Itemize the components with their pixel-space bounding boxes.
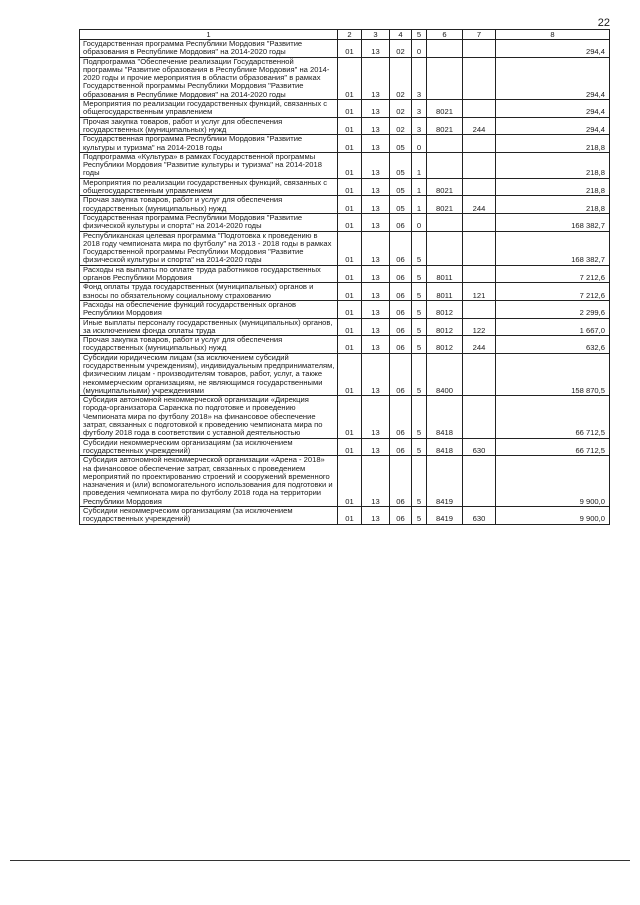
row-section-cell: 01: [338, 300, 362, 318]
table-row: [80, 213, 610, 231]
header-cell-1: 1: [80, 30, 338, 40]
row-target-code-cell: [427, 40, 463, 58]
row-section-cell: 01: [338, 135, 362, 153]
row-section-cell: 01: [338, 456, 362, 507]
row-target-code-cell: 8400: [427, 353, 463, 395]
row-amount-cell: 7 212,6: [496, 265, 610, 283]
row-section-cell: 01: [338, 40, 362, 58]
row-program-cell: 06: [390, 336, 412, 354]
row-name-cell: Расходы на обеспечение функций государственных органов Республики Мордовия: [80, 300, 338, 318]
header-cell-2: 2: [338, 30, 362, 40]
row-target-code-cell: 8011: [427, 283, 463, 301]
row-subprogram-cell: 3: [412, 57, 427, 99]
row-section-cell: 01: [338, 100, 362, 118]
row-program-cell: 05: [390, 178, 412, 196]
row-program-cell: 06: [390, 353, 412, 395]
row-target-code-cell: [427, 135, 463, 153]
row-program-cell: 06: [390, 231, 412, 265]
row-subprogram-cell: 0: [412, 135, 427, 153]
row-program-cell: 06: [390, 456, 412, 507]
row-expense-type-cell: 121: [463, 283, 496, 301]
row-program-cell: 06: [390, 300, 412, 318]
row-subprogram-cell: 5: [412, 456, 427, 507]
row-target-code-cell: 8012: [427, 318, 463, 336]
table-row: [80, 117, 610, 135]
row-expense-type-cell: [463, 40, 496, 58]
row-expense-type-cell: 630: [463, 438, 496, 456]
row-amount-cell: 2 299,6: [496, 300, 610, 318]
table-row: [80, 40, 610, 58]
row-subprogram-cell: 5: [412, 300, 427, 318]
row-subsection-cell: 13: [362, 336, 390, 354]
table-row: [80, 265, 610, 283]
row-subprogram-cell: 5: [412, 231, 427, 265]
row-subsection-cell: 13: [362, 213, 390, 231]
page-bottom-rule: [10, 860, 630, 861]
row-subprogram-cell: 5: [412, 318, 427, 336]
row-name-cell: Государственная программа Республики Мордовия "Развитие образования в Республике Мордовия" на 2014-2020 годы: [80, 40, 338, 58]
row-program-cell: 05: [390, 135, 412, 153]
row-amount-cell: 1 667,0: [496, 318, 610, 336]
row-amount-cell: 218,8: [496, 196, 610, 214]
row-amount-cell: 218,8: [496, 178, 610, 196]
row-expense-type-cell: [463, 456, 496, 507]
table-row: [80, 100, 610, 118]
table-body: [80, 40, 610, 525]
row-target-code-cell: 8418: [427, 438, 463, 456]
row-subsection-cell: 13: [362, 265, 390, 283]
page-number: 22: [597, 17, 610, 29]
row-program-cell: 06: [390, 438, 412, 456]
header-cell-6: 6: [427, 30, 463, 40]
row-subsection-cell: 13: [362, 507, 390, 525]
row-amount-cell: 218,8: [496, 135, 610, 153]
row-subprogram-cell: 1: [412, 152, 427, 178]
budget-table-container: [79, 29, 609, 525]
row-name-cell: Расходы на выплаты по оплате труда работников государственных органов Республики Мордовия: [80, 265, 338, 283]
row-name-cell: Мероприятия по реализации государственных функций, связанных с общегосударственным управлением: [80, 178, 338, 196]
row-target-code-cell: 8011: [427, 265, 463, 283]
row-target-code-cell: 8021: [427, 117, 463, 135]
row-program-cell: 06: [390, 507, 412, 525]
table-row: [80, 396, 610, 438]
row-subprogram-cell: 1: [412, 178, 427, 196]
row-amount-cell: 66 712,5: [496, 438, 610, 456]
row-name-cell: Подпрограмма "Обеспечение реализации Государственной программы "Развитие образования в Республике Мордовия" на 2014-2020 годы и прочие мероприятия в области образования" в рамках Государственной программы Республики Мордовия "Развитие образования в Республике Мордовия" на 2014-2020 годы: [80, 57, 338, 99]
row-amount-cell: 9 900,0: [496, 456, 610, 507]
row-amount-cell: 294,4: [496, 40, 610, 58]
row-expense-type-cell: [463, 135, 496, 153]
row-expense-type-cell: [463, 396, 496, 438]
row-program-cell: 06: [390, 283, 412, 301]
row-target-code-cell: 8419: [427, 456, 463, 507]
row-section-cell: 01: [338, 507, 362, 525]
row-amount-cell: 294,4: [496, 117, 610, 135]
row-subsection-cell: 13: [362, 318, 390, 336]
row-program-cell: 02: [390, 117, 412, 135]
row-target-code-cell: [427, 231, 463, 265]
header-cell-3: 3: [362, 30, 390, 40]
row-target-code-cell: 8418: [427, 396, 463, 438]
row-target-code-cell: 8021: [427, 196, 463, 214]
row-section-cell: 01: [338, 265, 362, 283]
row-amount-cell: 158 870,5: [496, 353, 610, 395]
row-section-cell: 01: [338, 353, 362, 395]
row-subsection-cell: 13: [362, 396, 390, 438]
row-target-code-cell: [427, 213, 463, 231]
row-program-cell: 05: [390, 196, 412, 214]
table-row: [80, 507, 610, 525]
row-expense-type-cell: 244: [463, 117, 496, 135]
row-section-cell: 01: [338, 396, 362, 438]
header-cell-5: 5: [412, 30, 427, 40]
row-name-cell: Подпрограмма «Культура» в рамках Государственной программы Республики Мордовия "Развитие культуры и туризма" на 2014-2018 годы: [80, 152, 338, 178]
row-expense-type-cell: [463, 152, 496, 178]
row-subprogram-cell: 5: [412, 396, 427, 438]
row-program-cell: 02: [390, 40, 412, 58]
row-name-cell: Мероприятия по реализации государственных функций, связанных с общегосударственным управлением: [80, 100, 338, 118]
row-amount-cell: 218,8: [496, 152, 610, 178]
row-name-cell: Фонд оплаты труда государственных (муниципальных) органов и взносы по обязательному социальному страхованию: [80, 283, 338, 301]
row-name-cell: Республиканская целевая программа "Подготовка к проведению в 2018 году чемпионата мира по футболу" на 2013 - 2018 годы в рамках Государственной программы Республики Мордовия "Развитие физической культуры и спорта" на 2014-2020 годы: [80, 231, 338, 265]
row-subprogram-cell: 5: [412, 507, 427, 525]
header-cell-4: 4: [390, 30, 412, 40]
row-expense-type-cell: 122: [463, 318, 496, 336]
table-row: [80, 300, 610, 318]
row-section-cell: 01: [338, 231, 362, 265]
row-amount-cell: 294,4: [496, 57, 610, 99]
row-name-cell: Субсидии некоммерческим организациям (за исключением государственных учреждений): [80, 438, 338, 456]
row-name-cell: Прочая закупка товаров, работ и услуг для обеспечения государственных (муниципальных) нужд: [80, 336, 338, 354]
row-section-cell: 01: [338, 178, 362, 196]
row-section-cell: 01: [338, 318, 362, 336]
row-target-code-cell: [427, 152, 463, 178]
row-expense-type-cell: [463, 178, 496, 196]
row-name-cell: Государственная программа Республики Мордовия "Развитие физической культуры и спорта" на 2014-2020 годы: [80, 213, 338, 231]
table-row: [80, 152, 610, 178]
row-subprogram-cell: 5: [412, 438, 427, 456]
header-cell-8: 8: [496, 30, 610, 40]
row-subsection-cell: 13: [362, 57, 390, 99]
row-expense-type-cell: [463, 300, 496, 318]
row-subprogram-cell: 5: [412, 353, 427, 395]
row-subsection-cell: 13: [362, 196, 390, 214]
table-row: [80, 178, 610, 196]
row-target-code-cell: [427, 57, 463, 99]
row-section-cell: 01: [338, 117, 362, 135]
table-row: [80, 283, 610, 301]
row-program-cell: 02: [390, 100, 412, 118]
row-subsection-cell: 13: [362, 135, 390, 153]
table-row: [80, 353, 610, 395]
row-expense-type-cell: 630: [463, 507, 496, 525]
row-expense-type-cell: 244: [463, 336, 496, 354]
row-program-cell: 06: [390, 213, 412, 231]
row-subprogram-cell: 0: [412, 213, 427, 231]
row-amount-cell: 66 712,5: [496, 396, 610, 438]
row-expense-type-cell: [463, 265, 496, 283]
row-section-cell: 01: [338, 213, 362, 231]
row-subsection-cell: 13: [362, 300, 390, 318]
row-section-cell: 01: [338, 336, 362, 354]
row-program-cell: 06: [390, 396, 412, 438]
row-section-cell: 01: [338, 57, 362, 99]
row-name-cell: Субсидии некоммерческим организациям (за исключением государственных учреждений): [80, 507, 338, 525]
row-subprogram-cell: 3: [412, 100, 427, 118]
row-expense-type-cell: [463, 231, 496, 265]
table-row: [80, 456, 610, 507]
row-subsection-cell: 13: [362, 100, 390, 118]
header-cell-7: 7: [463, 30, 496, 40]
row-name-cell: Государственная программа Республики Мордовия "Развитие культуры и туризма" на 2014-2018 годы: [80, 135, 338, 153]
row-subprogram-cell: 3: [412, 117, 427, 135]
table-row: [80, 318, 610, 336]
row-subsection-cell: 13: [362, 438, 390, 456]
table-row: [80, 57, 610, 99]
row-subsection-cell: 13: [362, 152, 390, 178]
row-subprogram-cell: 1: [412, 196, 427, 214]
table-row: [80, 336, 610, 354]
row-amount-cell: 632,6: [496, 336, 610, 354]
row-amount-cell: 9 900,0: [496, 507, 610, 525]
row-target-code-cell: 8012: [427, 336, 463, 354]
row-amount-cell: 168 382,7: [496, 213, 610, 231]
row-subsection-cell: 13: [362, 283, 390, 301]
row-subprogram-cell: 5: [412, 265, 427, 283]
row-program-cell: 02: [390, 57, 412, 99]
row-section-cell: 01: [338, 283, 362, 301]
table-row: [80, 196, 610, 214]
row-subsection-cell: 13: [362, 117, 390, 135]
row-program-cell: 05: [390, 152, 412, 178]
row-section-cell: 01: [338, 196, 362, 214]
row-name-cell: Субсидия автономной некоммерческой организации «Дирекция города-организатора Саранска по подготовке и проведению Чемпионата мира по футболу 2018» на финансовое обеспечение затрат, связанных с подготовкой к проведению чемпионата мира по футболу 2018 года в соответствии с уставной деятельностью: [80, 396, 338, 438]
row-name-cell: Субсидия автономной некоммерческой организации «Арена - 2018» на финансовое обеспечение затрат, связанных с проведением мероприятий по проектированию строений и сооружений временного назначения и (или) вспомогательного использования для подготовки и проведения чемпионата мира по футболу 2018 года на территории Республики Мордовия: [80, 456, 338, 507]
row-amount-cell: 7 212,6: [496, 283, 610, 301]
row-subsection-cell: 13: [362, 456, 390, 507]
row-target-code-cell: 8021: [427, 100, 463, 118]
table-row: [80, 231, 610, 265]
row-name-cell: Прочая закупка товаров, работ и услуг для обеспечения государственных (муниципальных) нужд: [80, 196, 338, 214]
row-name-cell: Иные выплаты персоналу государственных (муниципальных) органов, за исключением фонда оплаты труда: [80, 318, 338, 336]
row-expense-type-cell: [463, 57, 496, 99]
row-section-cell: 01: [338, 438, 362, 456]
row-subsection-cell: 13: [362, 231, 390, 265]
budget-table: [79, 29, 610, 525]
row-subprogram-cell: 5: [412, 283, 427, 301]
row-subsection-cell: 13: [362, 178, 390, 196]
table-row: [80, 135, 610, 153]
row-expense-type-cell: [463, 353, 496, 395]
row-name-cell: Прочая закупка товаров, работ и услуг для обеспечения государственных (муниципальных) нужд: [80, 117, 338, 135]
row-subprogram-cell: 0: [412, 40, 427, 58]
row-name-cell: Субсидии юридическим лицам (за исключением субсидий государственным учреждениям), индивидуальным предпринимателям, физическим лицам - производителям товаров, работ, услуг, а также некоммерческим организациям, не являющимся государственными (муниципальными) учреждениями: [80, 353, 338, 395]
row-expense-type-cell: 244: [463, 196, 496, 214]
row-expense-type-cell: [463, 213, 496, 231]
row-subprogram-cell: 5: [412, 336, 427, 354]
row-program-cell: 06: [390, 265, 412, 283]
row-target-code-cell: 8021: [427, 178, 463, 196]
table-row: [80, 438, 610, 456]
row-section-cell: 01: [338, 152, 362, 178]
row-subsection-cell: 13: [362, 40, 390, 58]
row-amount-cell: 294,4: [496, 100, 610, 118]
row-subsection-cell: 13: [362, 353, 390, 395]
row-target-code-cell: 8419: [427, 507, 463, 525]
row-amount-cell: 168 382,7: [496, 231, 610, 265]
row-expense-type-cell: [463, 100, 496, 118]
row-program-cell: 06: [390, 318, 412, 336]
header-row: [80, 30, 610, 40]
row-target-code-cell: 8012: [427, 300, 463, 318]
